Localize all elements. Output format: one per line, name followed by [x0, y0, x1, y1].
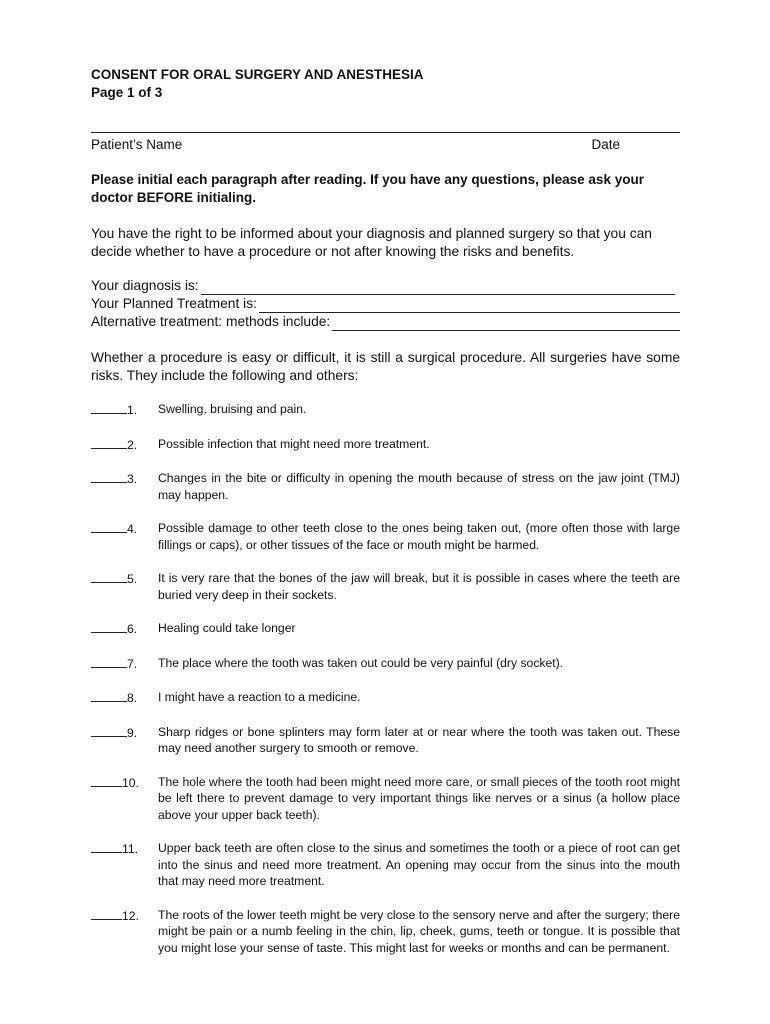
- item-text: The hole where the tooth had been might need more care, or small pieces of the tooth root might be left there to prevent damage to very important things like nerves or a sinus (a hollow place above your upper back teeth).: [158, 774, 680, 822]
- item-number: 5.: [127, 572, 138, 586]
- item-text: Sharp ridges or bone splinters may form later at or near where the tooth was taken out. These may need another surgery to smooth or remove.: [158, 724, 680, 755]
- diagnosis-fields: [91, 277, 680, 331]
- risk-item: [91, 401, 680, 419]
- initial-blank[interactable]: [91, 724, 127, 737]
- item-text: It is very rare that the bones of the jaw will break, but it is possible in cases where the teeth are buried very deep in their sockets.: [158, 571, 680, 602]
- risk-item: [91, 570, 680, 603]
- planned-treatment-label: Your Planned Treatment is:: [91, 296, 257, 311]
- initial-marker: [91, 840, 158, 890]
- risk-item: [91, 689, 680, 707]
- diagnosis-label: Your diagnosis is:: [91, 278, 199, 293]
- risk-item: [91, 774, 680, 824]
- initial-marker: [91, 689, 158, 707]
- item-number: 10.: [122, 775, 139, 790]
- initial-blank[interactable]: [91, 840, 122, 853]
- risk-item: [91, 840, 680, 890]
- risk-list: [91, 401, 680, 956]
- initial-marker: [91, 570, 158, 603]
- initial-blank[interactable]: [91, 907, 122, 920]
- item-number: 9.: [127, 725, 138, 740]
- initial-marker: [91, 620, 158, 638]
- initial-marker: [91, 470, 158, 503]
- initial-blank[interactable]: [91, 570, 127, 583]
- item-number: 1.: [127, 403, 138, 417]
- item-number: 6.: [127, 622, 138, 636]
- intro-paragraph: You have the right to be informed about your diagnosis and planned surgery so that you can decide whether to have a procedure or not after knowing the risks and benefits.: [91, 226, 652, 259]
- item-number: 4.: [127, 522, 138, 536]
- initial-marker: [91, 401, 158, 419]
- initial-marker: [91, 774, 158, 824]
- item-text: Healing could take longer: [158, 621, 296, 635]
- initial-marker: [91, 724, 158, 757]
- alternative-treatment-label: Alternative treatment: methods include:: [91, 314, 331, 329]
- diagnosis-row: [91, 277, 680, 295]
- item-number: 3.: [127, 472, 138, 486]
- risk-item: [91, 907, 680, 957]
- alternative-treatment-row: [91, 313, 680, 331]
- item-number: 12.: [122, 908, 139, 923]
- item-text: I might have a reaction to a medicine.: [158, 690, 361, 704]
- planned-treatment-blank[interactable]: [259, 298, 680, 313]
- alternative-treatment-blank[interactable]: [332, 316, 680, 331]
- item-number: 7.: [127, 656, 138, 671]
- initial-blank[interactable]: [91, 655, 127, 668]
- item-text: The roots of the lower teeth might be very close to the sensory nerve and after the surgery; there might be pain or a numb feeling in the chin, lip, cheek, gums, teeth or tongue. It is possible that you might lose your sense of taste. This might last for weeks or months and can be permanent.: [158, 907, 680, 955]
- item-number: 2.: [127, 437, 138, 452]
- risk-item: [91, 470, 680, 503]
- consent-form-page: [91, 66, 680, 956]
- initial-marker: [91, 436, 158, 454]
- page-number: Page 1 of 3: [91, 85, 163, 100]
- planned-treatment-row: [91, 295, 680, 313]
- initial-blank[interactable]: [91, 436, 127, 449]
- initial-blank[interactable]: [91, 520, 127, 533]
- diagnosis-blank[interactable]: [201, 280, 675, 295]
- date-label: Date: [591, 137, 620, 152]
- item-text: Upper back teeth are often close to the sinus and sometimes the tooth or a piece of root can get into the sinus and need more treatment. An opening may occur from the sinus into the mouth that may need more treatment.: [158, 841, 680, 888]
- item-text: Possible damage to other teeth close to the ones being taken out, (more often those with large fillings or caps), or other tissues of the face or mouth might be harmed.: [158, 521, 680, 552]
- risk-item: [91, 436, 680, 454]
- item-number: 8.: [127, 691, 138, 705]
- item-text: Changes in the bite or difficulty in opening the mouth because of stress on the jaw joint (TMJ) may happen.: [158, 471, 680, 502]
- initial-blank[interactable]: [91, 689, 127, 702]
- risks-intro-paragraph: Whether a procedure is easy or difficult, it is still a surgical procedure. All surgeries have some risks. They include the following and others:: [91, 350, 680, 383]
- initial-blank[interactable]: [91, 620, 127, 633]
- item-number: 11.: [122, 842, 139, 856]
- item-text: Possible infection that might need more treatment.: [158, 436, 430, 451]
- risk-item: [91, 520, 680, 553]
- initial-blank[interactable]: [91, 470, 127, 483]
- initial-instruction: Please initial each paragraph after reading. If you have any questions, please ask your doctor BEFORE initialing.: [91, 172, 644, 205]
- item-text: Swelling, bruising and pain.: [158, 402, 307, 416]
- initial-marker: [91, 520, 158, 553]
- risk-item: [91, 655, 680, 673]
- initial-blank[interactable]: [91, 401, 127, 414]
- initial-marker: [91, 907, 158, 957]
- initial-marker: [91, 655, 158, 673]
- document-title: CONSENT FOR ORAL SURGERY AND ANESTHESIA: [91, 67, 424, 82]
- risk-item: [91, 724, 680, 757]
- item-text: The place where the tooth was taken out could be very painful (dry socket).: [158, 655, 564, 670]
- patient-name-date-line: [91, 132, 680, 157]
- patient-name-label: Patient’s Name: [91, 137, 183, 152]
- risk-item: [91, 620, 680, 638]
- initial-blank[interactable]: [91, 774, 122, 787]
